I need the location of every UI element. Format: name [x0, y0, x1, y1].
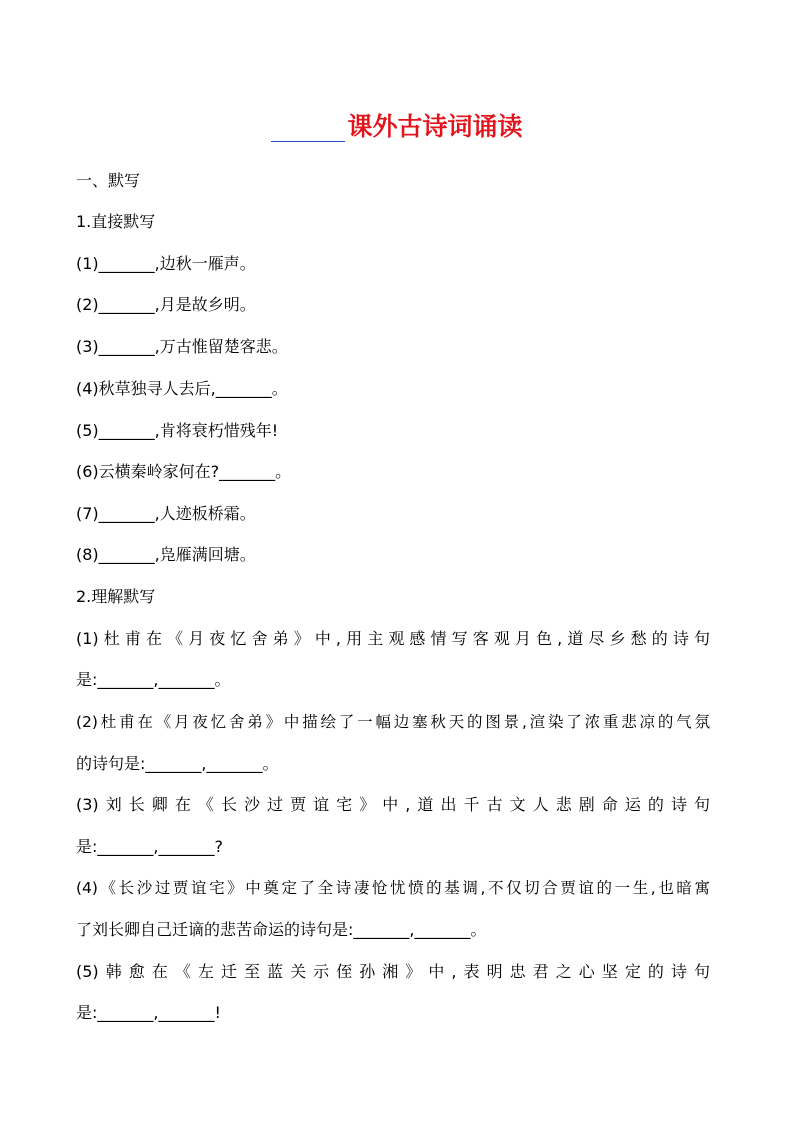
title-row — [0, 112, 794, 152]
question-1-6: (6)云横秦岭家何在?_______。 — [76, 462, 292, 481]
question-1-4: (4)秋草独寻人去后,_______。 — [76, 379, 288, 398]
question-2-4-line-1: (4)《长沙过贾谊宅》中奠定了全诗凄怆忧愤的基调,不仅切合贾谊的一生,也暗寓 — [76, 879, 710, 897]
question-1-3: (3)_______,万古惟留楚客悲。 — [76, 337, 288, 356]
question-2-4-line-2: 了刘长卿自己迁谪的悲苦命运的诗句是:_______,_______。 — [76, 920, 487, 939]
section-heading-1: 一、默写 — [76, 171, 141, 190]
question-2-1-line-2: 是:_______,_______。 — [76, 670, 231, 689]
question-2-5-line-1: (5)韩愈在《左迁至蓝关示侄孙湘》中,表明忠君之心坚定的诗句 — [76, 962, 710, 981]
question-2-3-line-2: 是:_______,_______? — [76, 837, 223, 856]
question-2-2-line-1: (2)杜甫在《月夜忆舍弟》中描绘了一幅边塞秋天的图景,渲染了浓重悲凉的气氛 — [76, 713, 710, 731]
title-blank — [271, 113, 345, 142]
subsection-heading-1: 1.直接默写 — [76, 212, 156, 231]
question-2-3-line-1: (3)刘长卿在《长沙过贾谊宅》中,道出千古文人悲剧命运的诗句 — [76, 795, 710, 814]
question-1-7: (7)_______,人迹板桥霜。 — [76, 504, 256, 523]
question-2-5-line-2: 是:_______,_______! — [76, 1003, 221, 1022]
page-title: 课外古诗词诵读 — [347, 112, 523, 141]
question-2-1-line-1: (1)杜甫在《月夜忆舍弟》中,用主观感情写客观月色,道尽乡愁的诗句 — [76, 629, 710, 648]
question-1-8: (8)_______,凫雁满回塘。 — [76, 545, 256, 564]
question-1-1: (1)_______,边秋一雁声。 — [76, 254, 256, 273]
subsection-heading-2: 2.理解默写 — [76, 587, 156, 606]
question-1-5: (5)_______,肯将衰朽惜残年! — [76, 421, 279, 440]
question-2-2-line-2: 的诗句是:_______,_______。 — [76, 754, 279, 773]
question-1-2: (2)_______,月是故乡明。 — [76, 295, 256, 314]
